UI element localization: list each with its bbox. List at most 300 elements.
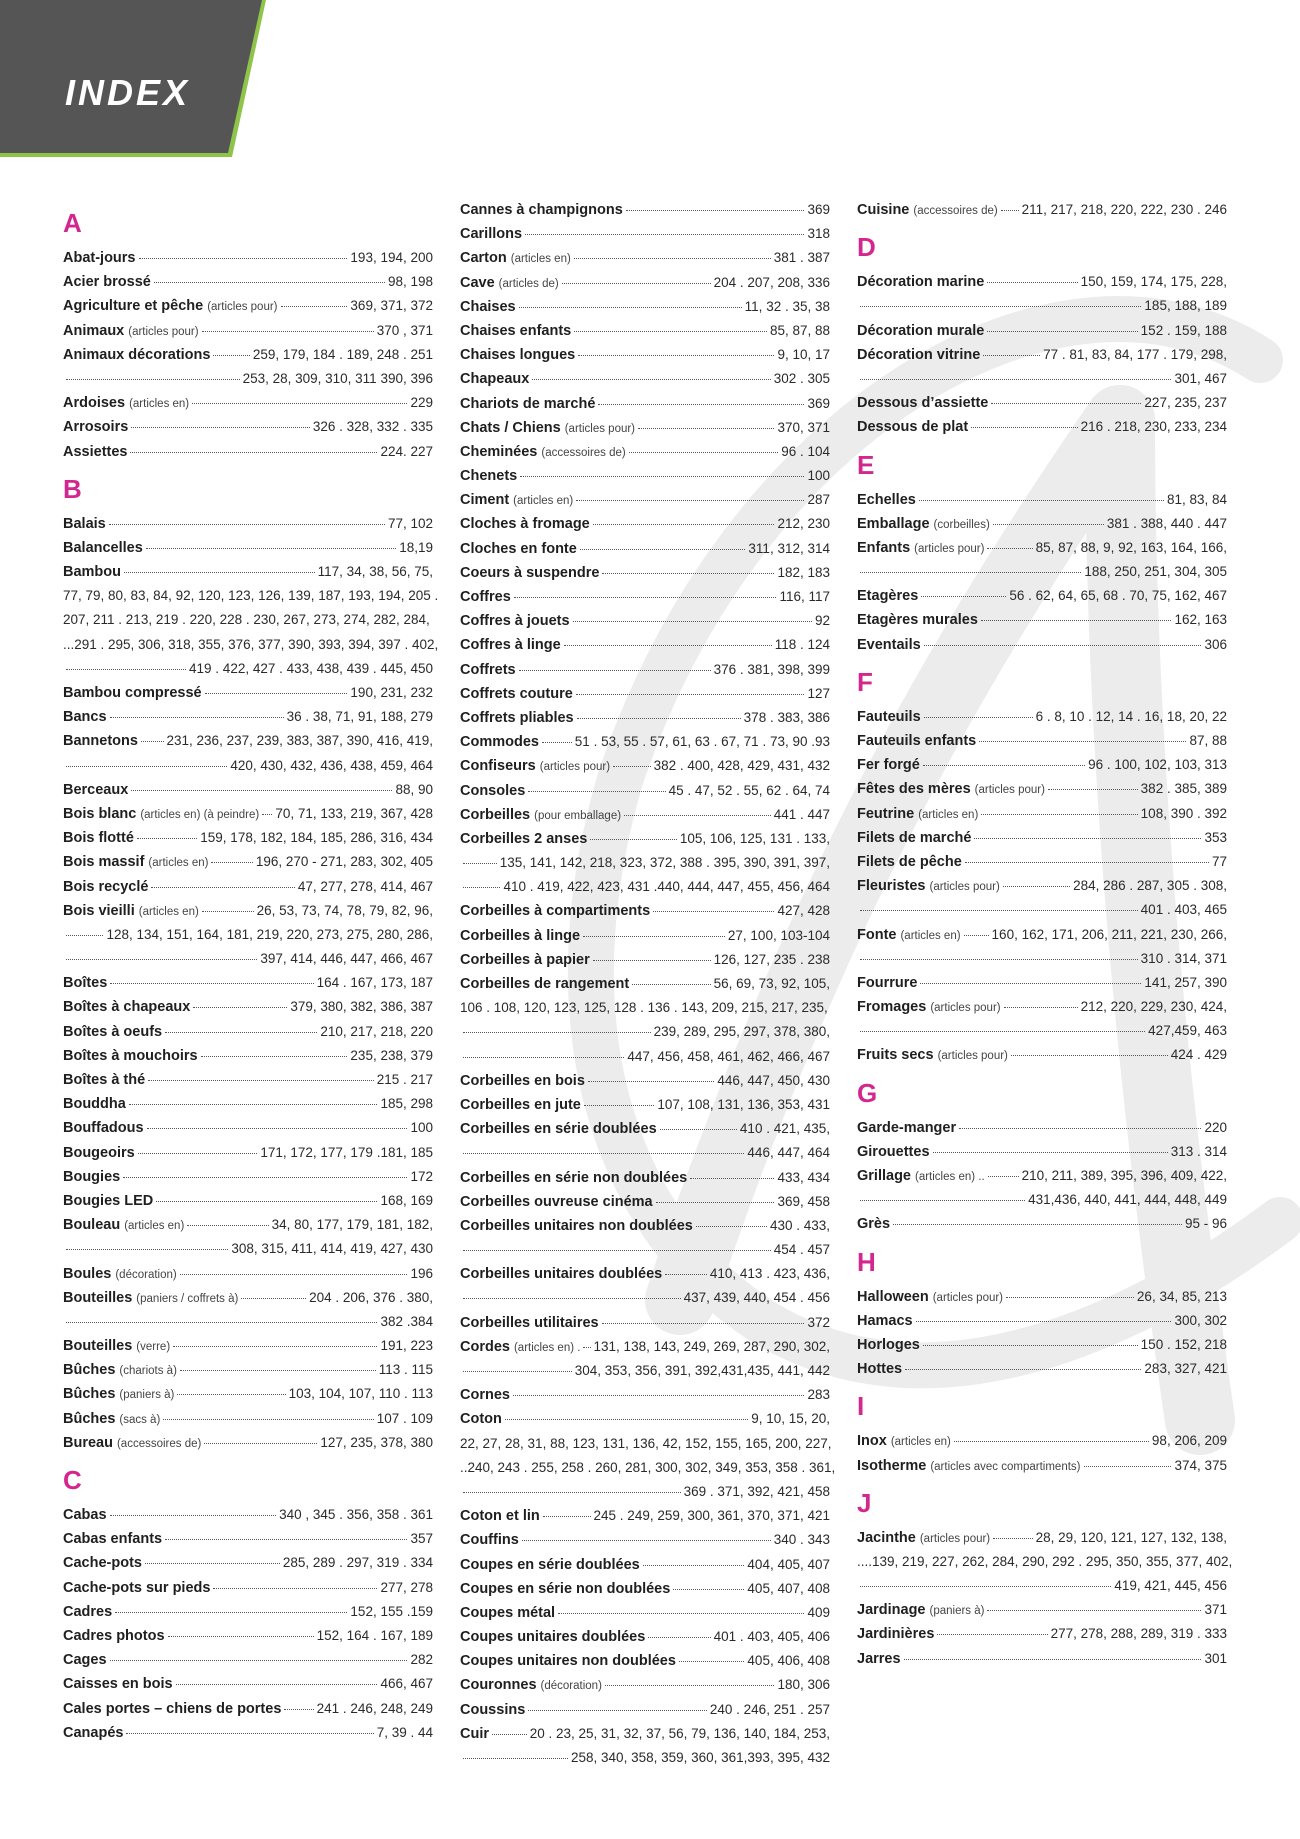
entry-page-numbers: 379, 380, 382, 386, 387 (290, 999, 433, 1015)
index-entry (460, 1553, 830, 1577)
index-entry (857, 1454, 1227, 1478)
entry-page-numbers: 96 . 104 (781, 443, 830, 459)
index-entry (460, 1625, 830, 1649)
entry-term: Cache-pots sur pieds (63, 1579, 211, 1596)
dot-leader (905, 1369, 1141, 1370)
entry-term: Jardinières (857, 1626, 935, 1643)
dot-leader (937, 1634, 1047, 1635)
dot-leader (924, 645, 1202, 646)
entry-page-numbers: 282 (410, 1652, 433, 1668)
dot-leader (893, 1224, 1182, 1225)
section-letter: J (857, 1487, 872, 1518)
entry-term: Coeurs à suspendre (460, 564, 600, 581)
entry-term: Caisses en bois (63, 1676, 173, 1693)
entry-page-numbers: 96 . 100, 102, 103, 313 (1088, 757, 1227, 773)
entry-term: Fourrure (857, 974, 918, 991)
index-entry (460, 1577, 830, 1601)
index-entry (63, 971, 433, 995)
dot-leader (463, 1298, 681, 1299)
entry-term: Corbeilles à linge (460, 927, 581, 944)
index-entry (63, 1141, 433, 1165)
index-entry (857, 802, 1227, 826)
dot-leader (110, 717, 284, 718)
entry-page-numbers: 150 . 152, 218 (1140, 1336, 1227, 1352)
dot-leader (463, 1371, 572, 1372)
entry-page-numbers: 369, 371, 372 (350, 298, 433, 314)
entry-term: Bouteilles (63, 1289, 133, 1306)
entry-qualifier: (articles en) (129, 398, 190, 411)
entry-page-numbers: 70, 71, 133, 219, 367, 428 (275, 805, 433, 821)
entry-page-numbers: 191, 223 (380, 1338, 433, 1354)
index-entry (857, 1164, 1227, 1188)
entry-term: Berceaux (63, 781, 129, 798)
entry-term: Fonte (857, 926, 897, 943)
entry-page-numbers: 152, 164 . 167, 189 (316, 1627, 433, 1643)
entry-page-numbers: 128, 134, 151, 164, 181, 219, 220, 273, 275, 280, 286, (106, 926, 433, 942)
index-entry-continuation (460, 1746, 830, 1770)
entry-page-numbers: 283 (807, 1387, 830, 1403)
entry-page-numbers: 168, 169 (380, 1192, 433, 1208)
entry-page-numbers: 405, 407, 408 (747, 1580, 830, 1596)
dot-leader (532, 379, 770, 380)
entry-term: Enfants (857, 539, 911, 556)
dot-leader (624, 815, 771, 816)
entry-term: Etagères murales (857, 612, 978, 629)
entry-page-numbers: 210, 217, 218, 220 (320, 1023, 433, 1039)
dot-leader (177, 1394, 285, 1395)
entry-term: Corbeilles en série doublées (460, 1121, 657, 1138)
index-entry (63, 1068, 433, 1092)
index-entry (460, 1528, 830, 1552)
entry-page-numbers: 370, 371 (777, 419, 830, 435)
dot-leader (1048, 789, 1138, 790)
entry-term: Bougies (63, 1168, 121, 1185)
dot-leader (173, 1346, 377, 1347)
entry-page-numbers: ....139, 219, 227, 262, 284, 290, 292 . 295, 350, 355, 377, 402, (857, 1553, 1233, 1569)
entry-page-numbers: 20 . 23, 25, 31, 32, 37, 56, 79, 136, 140, 184, 253, (529, 1725, 830, 1741)
dot-leader (151, 887, 294, 888)
entry-term: Bambou (63, 564, 121, 581)
index-entry (857, 1140, 1227, 1164)
index-entry (63, 1092, 433, 1116)
entry-page-numbers: 56 . 62, 64, 65, 68 . 70, 75, 162, 467 (1009, 588, 1227, 604)
index-entry (460, 1722, 830, 1746)
entry-term: Boîtes à chapeaux (63, 999, 191, 1016)
entry-term: Décoration marine (857, 274, 985, 291)
entry-page-numbers: 106 . 108, 120, 123, 125, 128 . 136 . 143, 209, 215, 217, 235, (460, 1000, 828, 1016)
index-entry (460, 295, 830, 319)
dot-leader (602, 573, 774, 574)
entry-qualifier: (sacs à) (119, 1413, 161, 1426)
entry-page-numbers: 171, 172, 177, 179 .181, 185 (260, 1144, 433, 1160)
entry-page-numbers: 318 (807, 226, 830, 242)
entry-term: Etagères (857, 588, 919, 605)
entry-page-numbers: 340 . 343 (773, 1532, 830, 1548)
dot-leader (860, 1586, 1111, 1587)
index-entry-continuation (63, 657, 433, 681)
index-entry (460, 633, 830, 657)
entry-page-numbers: 113 . 115 (378, 1362, 433, 1378)
dot-leader (1001, 210, 1019, 211)
entry-page-numbers: 340 , 345 . 356, 358 . 361 (279, 1507, 433, 1522)
index-entry (857, 1357, 1227, 1381)
entry-page-numbers: 410, 413 . 423, 436, (709, 1266, 830, 1282)
entry-qualifier: (articles pour) (932, 1291, 1004, 1304)
entry-page-numbers: 277, 278, 288, 289, 319 . 333 (1050, 1626, 1227, 1642)
dot-leader (964, 935, 989, 936)
entry-page-numbers: ...291 . 295, 306, 318, 355, 376, 377, 390, 393, 394, 397 . 402, (63, 636, 439, 652)
entry-term: Bois flotté (63, 830, 134, 847)
entry-page-numbers: 11, 32 . 35, 38 (744, 298, 830, 314)
entry-page-numbers: 227, 235, 237 (1144, 395, 1227, 411)
index-entry (857, 1212, 1227, 1236)
entry-page-numbers: 7, 39 . 44 (376, 1724, 433, 1740)
entry-term: Chats / Chiens (460, 419, 561, 436)
index-entry (63, 1358, 433, 1382)
index-entry (63, 995, 433, 1019)
dot-leader (202, 331, 374, 332)
dot-leader (580, 549, 746, 550)
entry-page-numbers: 231, 236, 237, 239, 383, 387, 390, 416, 419, (166, 733, 433, 749)
entry-qualifier: (articles pour) (128, 325, 199, 338)
dot-leader (187, 1225, 268, 1226)
section-letter: C (63, 1465, 82, 1495)
entry-term: Coupes en série non doublées (460, 1580, 671, 1597)
dot-leader (923, 765, 1085, 766)
entry-page-numbers: 308, 315, 411, 414, 419, 427, 430 (231, 1241, 433, 1257)
entry-page-numbers: 107 . 109 (376, 1410, 433, 1426)
dot-leader (564, 645, 772, 646)
entry-term: Filets de marché (857, 829, 972, 846)
entry-page-numbers: 229 (410, 395, 433, 411)
entry-term: Corbeilles unitaires non doublées (460, 1217, 693, 1234)
index-column-2 (460, 198, 836, 1770)
index-entry (857, 753, 1227, 777)
entry-page-numbers: 34, 80, 177, 179, 181, 182, (271, 1217, 433, 1233)
index-entry (63, 560, 433, 584)
dot-leader (463, 1032, 651, 1033)
entry-page-numbers: 372 (807, 1314, 830, 1330)
entry-qualifier: (articles avec compartiments) (930, 1460, 1081, 1473)
section-letter: A (63, 208, 82, 238)
entry-page-numbers: 172 (410, 1168, 433, 1184)
dot-leader (981, 814, 1137, 815)
entry-page-numbers: 85, 87, 88 (769, 322, 830, 338)
entry-page-numbers: 397, 414, 446, 447, 466, 467 (260, 951, 433, 967)
dot-leader (543, 1516, 591, 1517)
entry-term: Echelles (857, 491, 916, 508)
entry-term: Bois massif (63, 854, 145, 871)
entry-page-numbers: 180, 306 (777, 1677, 830, 1693)
entry-term: Chenets (460, 468, 518, 485)
dot-leader (110, 1515, 277, 1516)
entry-term: Boîtes (63, 975, 108, 992)
dot-leader (262, 814, 272, 815)
dot-leader (583, 1347, 590, 1348)
index-entry (460, 392, 830, 416)
entry-qualifier: (accessoires de) (541, 446, 626, 459)
index-entry (857, 826, 1227, 850)
entry-term: Bûches (63, 1386, 116, 1403)
dot-leader (605, 1685, 775, 1686)
index-entry-continuation (857, 294, 1227, 318)
index-entry (460, 416, 830, 440)
entry-page-numbers: 235, 238, 379 (350, 1047, 433, 1063)
dot-leader (656, 1202, 775, 1203)
dot-leader (924, 717, 1033, 718)
entry-page-numbers: 204 . 206, 376 . 380, (309, 1289, 433, 1305)
entry-term: Bouffadous (63, 1120, 144, 1137)
entry-page-numbers: 117, 34, 38, 56, 75, (317, 564, 433, 580)
index-entry (460, 1214, 830, 1238)
dot-leader (959, 1128, 1201, 1129)
index-entry (460, 1166, 830, 1190)
dot-leader (66, 669, 186, 670)
index-entry (63, 1044, 433, 1068)
index-entry-continuation (857, 898, 1227, 922)
entry-page-numbers: 6 . 8, 10 . 12, 14 . 16, 18, 20, 22 (1035, 708, 1227, 724)
index-entry-continuation (63, 754, 433, 778)
entry-term: Cages (63, 1652, 107, 1669)
dot-leader (920, 983, 1141, 984)
dot-leader (576, 500, 804, 501)
entry-page-numbers: 427,459, 463 (1148, 1023, 1227, 1039)
entry-page-numbers: 310 . 314, 371 (1140, 950, 1227, 966)
dot-leader (696, 1226, 767, 1227)
entry-term: Coffrets pliables (460, 709, 574, 726)
entry-page-numbers: 185, 298 (380, 1096, 433, 1112)
entry-term: Abat-jours (63, 250, 136, 266)
dot-leader (146, 548, 396, 549)
dot-leader (860, 1200, 1025, 1201)
dot-leader (202, 911, 254, 912)
dot-leader (921, 596, 1006, 597)
index-entry (460, 1698, 830, 1722)
index-entry (63, 1116, 433, 1140)
entry-page-numbers: 313 . 314 (1170, 1143, 1227, 1159)
dot-leader (987, 1610, 1201, 1611)
index-entry (63, 705, 433, 729)
entry-page-numbers: 353 (1204, 829, 1227, 845)
index-entry (857, 1333, 1227, 1357)
index-entry-continuation (63, 608, 433, 632)
index-entry (63, 1648, 433, 1672)
entry-page-numbers: 374, 375 (1174, 1457, 1227, 1473)
index-entry (460, 972, 830, 996)
index-entry (857, 343, 1227, 367)
entry-term: Hamacs (857, 1312, 913, 1329)
entry-qualifier: (accessoires de) (913, 205, 998, 217)
entry-term: Corbeilles utilitaires (460, 1314, 599, 1331)
index-entry (63, 1551, 433, 1575)
dot-leader (1006, 1297, 1134, 1298)
entry-page-numbers: 108, 390 . 392 (1140, 805, 1227, 821)
index-entry-continuation (460, 1045, 830, 1069)
entry-term: Corbeilles en série non doublées (460, 1169, 688, 1186)
dot-leader (110, 1660, 408, 1661)
entry-page-numbers: 410 . 419, 422, 423, 431 .440, 444, 447, 455, 456, 464 (503, 879, 830, 895)
dot-leader (492, 1734, 527, 1735)
entry-term: Emballage (857, 515, 930, 532)
index-entry-continuation (460, 1238, 830, 1262)
dot-leader (1004, 1007, 1078, 1008)
entry-page-numbers: 141, 257, 390 (1144, 974, 1227, 990)
index-entry (460, 730, 830, 754)
dot-leader (562, 283, 711, 284)
index-entry (63, 1576, 433, 1600)
entry-page-numbers: 382 .384 (380, 1313, 433, 1329)
index-entry-continuation (857, 1550, 1233, 1574)
entry-qualifier: (articles en) (138, 905, 199, 918)
index-entry (460, 1335, 830, 1359)
index-entry (460, 1117, 830, 1141)
index-entry-continuation (63, 633, 439, 657)
index-entry (460, 1601, 830, 1625)
entry-qualifier: (articles en) (890, 1436, 951, 1449)
index-entry (63, 875, 433, 899)
index-entry (63, 319, 433, 343)
dot-leader (983, 355, 1040, 356)
entry-page-numbers: 211, 217, 218, 220, 222, 230 . 246 (1021, 202, 1227, 217)
index-entry (460, 1311, 830, 1335)
dot-leader (602, 1323, 805, 1324)
index-entry (63, 1382, 433, 1406)
dot-leader (281, 306, 348, 307)
dot-leader (574, 258, 771, 259)
entry-term: Cadres (63, 1603, 113, 1620)
dot-leader (165, 1539, 407, 1540)
entry-term: Eventails (857, 636, 921, 653)
dot-leader (522, 1540, 771, 1541)
index-entry (857, 512, 1227, 536)
entry-term: Confiseurs (460, 758, 536, 775)
index-entry (63, 246, 433, 270)
dot-leader (665, 1274, 707, 1275)
entry-page-numbers: 253, 28, 309, 310, 311 390, 396 (242, 370, 433, 386)
entry-page-numbers: 185, 188, 189 (1144, 298, 1227, 314)
entry-term: Bois recyclé (63, 878, 149, 895)
section-letter: F (857, 666, 873, 697)
index-entry (63, 729, 433, 753)
entry-term: Cuisine (857, 202, 910, 218)
dot-leader (933, 1152, 1168, 1153)
entry-qualifier: (articles en) (510, 253, 571, 266)
entry-term: Corbeilles ouvreuse cinéma (460, 1193, 653, 1210)
index-entry-continuation (460, 1359, 830, 1383)
index-entry (857, 1526, 1227, 1550)
index-entry (63, 294, 433, 318)
entry-page-numbers: 152, 155 .159 (350, 1603, 433, 1619)
entry-page-numbers: 306 (1204, 636, 1227, 652)
entry-term: Balancelles (63, 539, 143, 556)
dot-leader (860, 379, 1171, 380)
entry-term: Bougies LED (63, 1192, 154, 1209)
entry-page-numbers: 212, 220, 229, 230, 424, (1080, 999, 1227, 1015)
index-entry (460, 319, 830, 343)
index-entry (857, 1622, 1227, 1646)
entry-term: Corbeilles à papier (460, 951, 590, 968)
dot-leader (979, 741, 1186, 742)
index-entry (63, 1262, 433, 1286)
entry-term: Cannes à champignons (460, 202, 623, 218)
entry-term: Décoration murale (857, 322, 985, 339)
index-entry (857, 923, 1227, 947)
index-entry (63, 415, 433, 439)
entry-page-numbers: 210, 211, 389, 395, 396, 409, 422, (1021, 1168, 1227, 1183)
entry-term: Dessous de plat (857, 419, 969, 436)
entry-term: Fruits secs (857, 1047, 934, 1064)
entry-term: Chaises longues (460, 347, 576, 364)
index-entry (857, 874, 1227, 898)
dot-leader (981, 620, 1172, 621)
dot-leader (241, 1298, 306, 1299)
index-entry (857, 319, 1227, 343)
entry-term: Coupes en série doublées (460, 1556, 640, 1573)
entry-page-numbers: 241 . 246, 248, 249 (316, 1700, 433, 1716)
dot-leader (648, 1637, 710, 1638)
entry-page-numbers: 105, 106, 125, 131 . 133, (679, 830, 830, 846)
dot-leader (284, 1709, 313, 1710)
entry-qualifier: (articles en) (918, 808, 979, 821)
entry-page-numbers: 77 (1211, 853, 1227, 869)
entry-term: Cuir (460, 1725, 489, 1742)
dot-leader (513, 1395, 805, 1396)
index-entry (63, 899, 433, 923)
entry-qualifier: (articles pour) (930, 1002, 1001, 1015)
dot-leader (673, 1589, 744, 1590)
entry-qualifier: (articles en) (148, 857, 209, 870)
dot-leader (626, 210, 805, 211)
index-entry (460, 1383, 830, 1407)
entry-page-numbers: 118 . 124 (774, 637, 830, 653)
index-entry (63, 440, 433, 464)
entry-qualifier: (articles pour) (929, 881, 1000, 894)
entry-page-numbers: 369, 458 (777, 1193, 830, 1209)
entry-page-numbers: 196, 270 - 271, 283, 302, 405 (255, 854, 433, 870)
dot-leader (660, 1129, 737, 1130)
dot-leader (66, 935, 103, 936)
index-entry (460, 464, 830, 488)
dot-leader (192, 403, 407, 404)
entry-term: Coffres (460, 589, 511, 605)
entry-page-numbers: 300, 302 (1174, 1312, 1227, 1328)
index-entry (460, 537, 830, 561)
entry-qualifier: (articles pour) (539, 761, 611, 774)
index-entry (63, 850, 433, 874)
dot-leader (165, 1032, 317, 1033)
entry-page-numbers: 224. 227 (380, 443, 433, 459)
entry-page-numbers: 441 . 447 (773, 806, 830, 822)
dot-leader (463, 1057, 624, 1058)
entry-qualifier: (articles pour) (914, 542, 985, 555)
entry-page-numbers: 258, 340, 358, 359, 360, 361,393, 395, 432 (571, 1750, 830, 1765)
entry-qualifier: (articles en) (124, 1220, 185, 1233)
entry-page-numbers: 92 (814, 613, 830, 629)
dot-leader (632, 984, 710, 985)
index-entry (857, 1116, 1227, 1140)
index-entry-continuation (63, 367, 433, 391)
entry-term: Agriculture et pêche (63, 298, 204, 315)
entry-term: Couffins (460, 1532, 519, 1549)
entry-page-numbers: 196 (410, 1265, 433, 1281)
index-entry-continuation (857, 1188, 1227, 1212)
index-entry (63, 1672, 433, 1696)
index-entry (63, 778, 433, 802)
entry-page-numbers: 188, 250, 251, 304, 305 (1084, 564, 1227, 580)
entry-term: Boîtes à mouchoirs (63, 1047, 198, 1064)
index-entry (63, 1020, 433, 1044)
index-entry (460, 1504, 830, 1528)
